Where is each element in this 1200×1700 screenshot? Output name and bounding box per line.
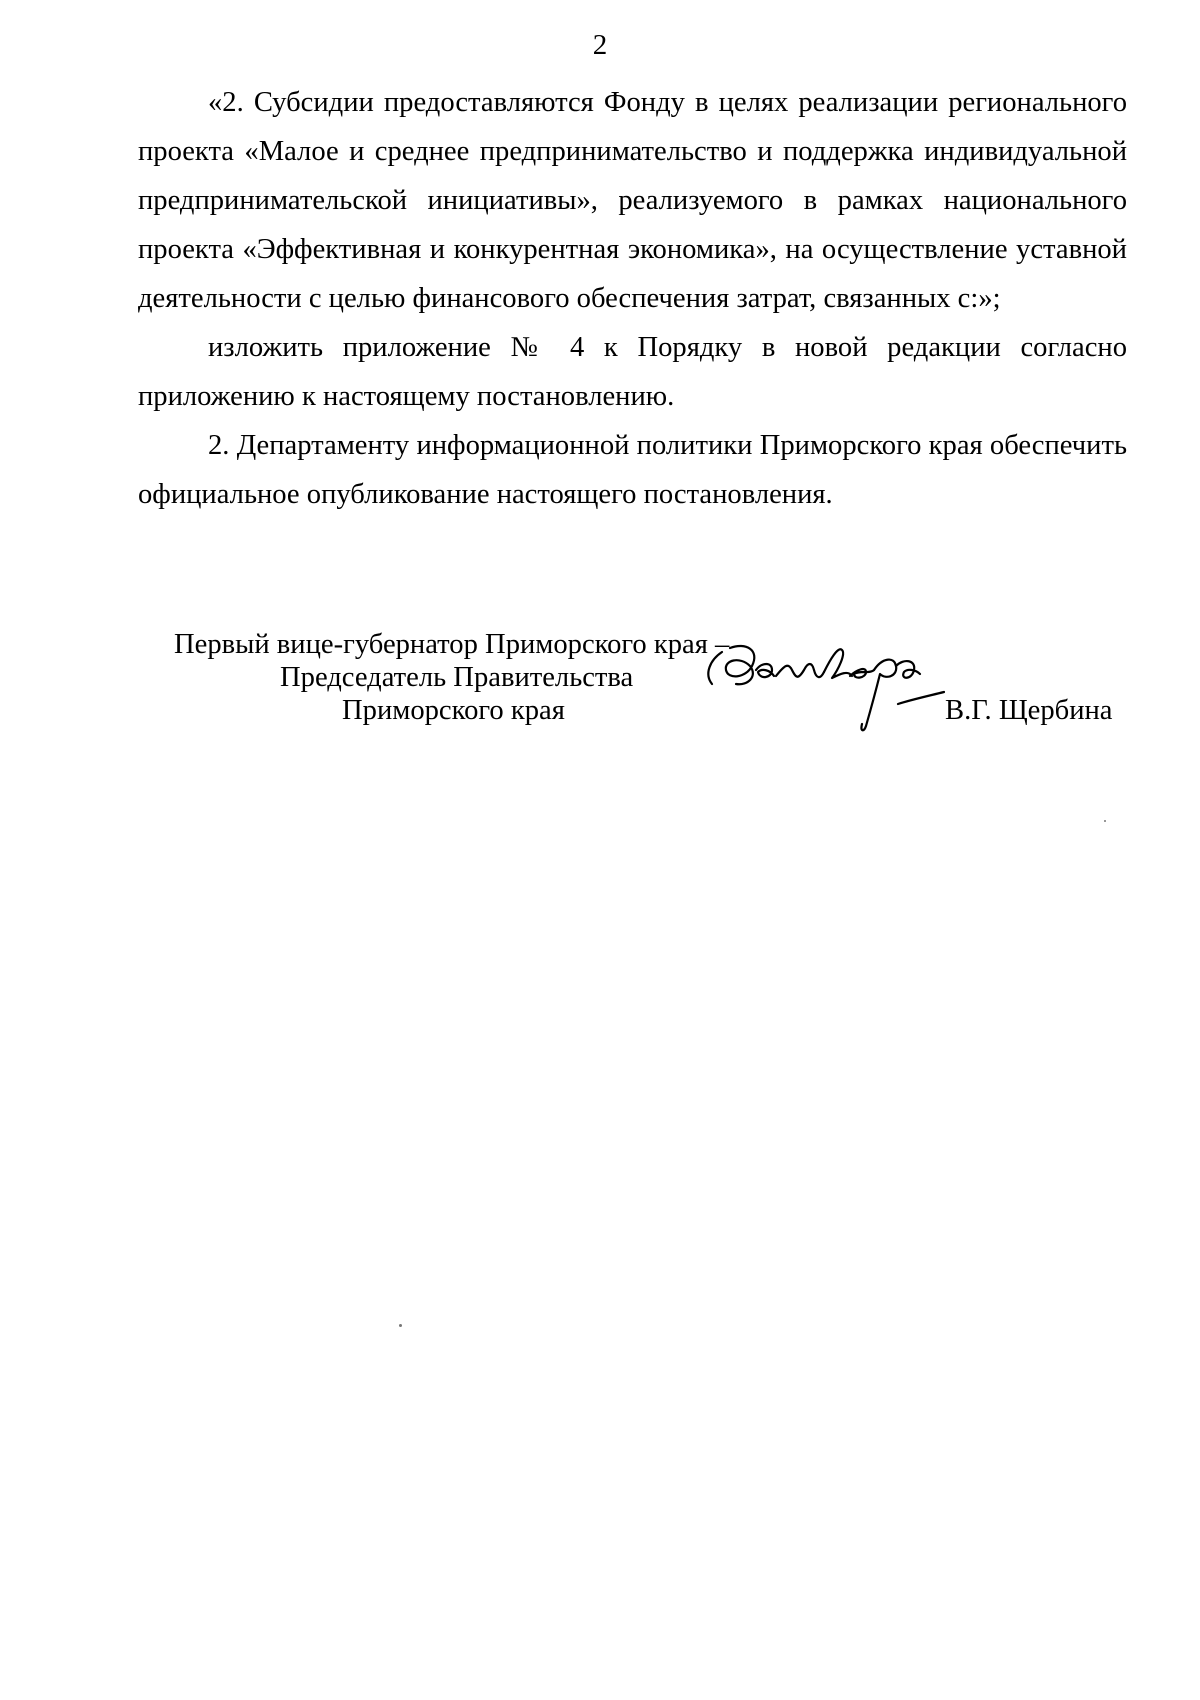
- paragraph-appendix: изложить приложение № 4 к Порядку в новой редакции согласно приложению к настоящему постановлению.: [138, 332, 1127, 412]
- handwritten-signature-icon: [700, 640, 945, 750]
- scan-speck: [399, 1324, 402, 1327]
- signatory-position-line2: Председатель Правительства: [280, 662, 634, 693]
- paragraph-subsidies: «2. Субсидии предоставляются Фонду в целях реализации регионального проекта «Малое и среднее предпринимательство и поддержка индивидуальной предпринимательской инициативы», реализуемого в рамках национального проекта «Эффективная и конкурентная экономика», на осуществление уставной деятельности с целью финансового обеспечения затрат, связанных с:»;: [138, 87, 1127, 314]
- paragraph-publication: 2. Департаменту информационной политики Приморского края обеспечить официальное опубликование настоящего постановления.: [138, 430, 1127, 510]
- page-number: 2: [592, 29, 608, 61]
- scan-speck: [1104, 820, 1106, 822]
- signatory-position-line3: Приморского края: [342, 695, 565, 726]
- signatory-position-line1: Первый вице-губернатор Приморского края –: [174, 629, 730, 660]
- signatory-name: В.Г. Щербина: [945, 695, 1113, 726]
- document-body: [138, 78, 1127, 519]
